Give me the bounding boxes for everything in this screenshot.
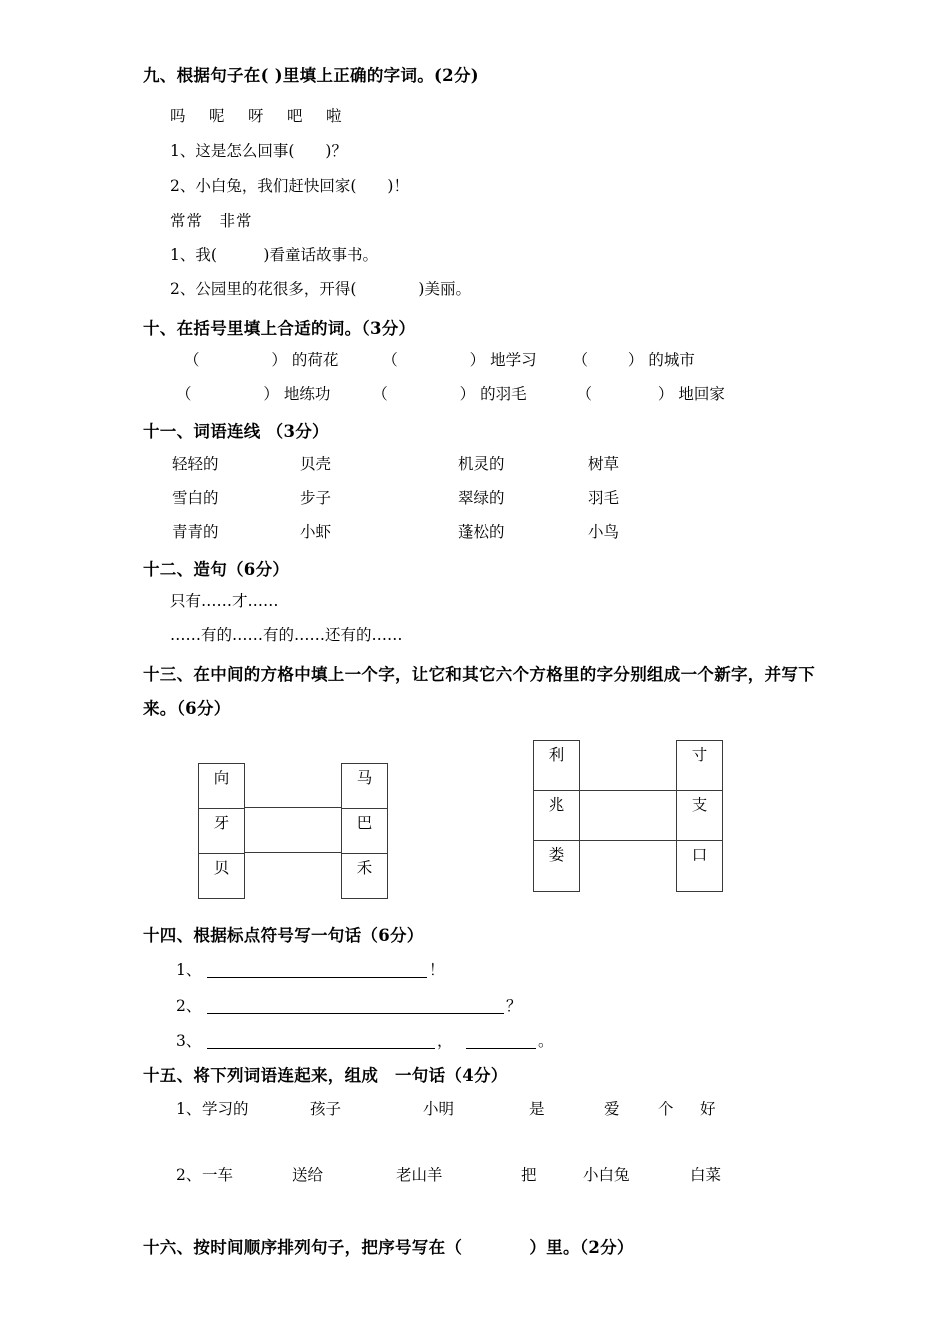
section-14-answer-blank-2[interactable] <box>207 1013 504 1014</box>
grid-char: 马 <box>356 769 373 787</box>
grid-char: 兆 <box>548 796 565 814</box>
match-item-left-1[interactable]: 轻轻的 <box>172 455 219 473</box>
bracket-open: （ <box>372 385 388 403</box>
match-item-left-4[interactable]: 机灵的 <box>458 455 505 473</box>
scramble-word[interactable]: 小白兔 <box>583 1166 630 1184</box>
section-9-question-4: 2、公园里的花很多，开得( )美丽。 <box>170 280 471 298</box>
grid-char: 娄 <box>548 846 565 864</box>
grid-cell[interactable] <box>534 841 579 893</box>
grid-cell[interactable] <box>342 854 387 900</box>
scramble-word[interactable]: 小明 <box>423 1100 455 1118</box>
bracket-tail: 的羽毛 <box>480 385 527 403</box>
bracket-tail: 的荷花 <box>291 351 339 369</box>
grid-connector-bottom <box>244 852 342 853</box>
grid-char: 禾 <box>356 859 373 877</box>
bracket-tail: 的城市 <box>648 351 695 369</box>
match-item-left-6[interactable]: 蓬松的 <box>458 523 505 541</box>
section-12-pattern-1: 只有……才…… <box>170 592 279 610</box>
grid-cell[interactable] <box>534 791 579 841</box>
grid-connector-bottom <box>579 840 677 841</box>
bracket-tail: 地练功 <box>283 385 331 403</box>
section-15-item-1-number: 1、 <box>176 1100 202 1118</box>
bracket-open: （ <box>382 351 398 369</box>
section-9-heading: 九、根据句子在( )里填上正确的字词。(2分) <box>143 66 479 85</box>
bracket-close: ） <box>657 385 674 403</box>
scramble-word[interactable]: 把 <box>521 1166 537 1184</box>
bracket-open: （ <box>576 385 592 403</box>
match-item-right-1[interactable]: 贝壳 <box>300 455 332 473</box>
bracket-close: ） <box>263 385 279 403</box>
grid-left-column <box>198 763 245 899</box>
section-9-question-2: 2、小白兔，我们赶快回家( )！ <box>170 177 409 195</box>
grid-char: 贝 <box>213 859 230 877</box>
bracket-open: （ <box>572 351 588 369</box>
grid-char: 口 <box>691 846 708 864</box>
match-item-right-2[interactable]: 步子 <box>300 489 332 507</box>
section-14-item-1-number: 1、 <box>176 961 202 979</box>
grid-char: 向 <box>213 769 230 787</box>
grid-left-column <box>533 740 580 892</box>
section-9-options-b: 常常 非常 <box>170 212 253 230</box>
grid-answer-cell[interactable] <box>580 790 676 840</box>
scramble-word[interactable]: 爱 <box>604 1100 620 1118</box>
section-14-item-3-punctuation: 。 <box>538 1032 554 1050</box>
grid-cell[interactable] <box>677 791 722 841</box>
bracket-open: （ <box>176 385 192 403</box>
bracket-close: ） <box>459 385 476 403</box>
scramble-word[interactable]: 孩子 <box>310 1100 342 1118</box>
section-14-item-1-punctuation: ！ <box>429 961 445 979</box>
section-14-item-2-punctuation: ？ <box>506 997 522 1015</box>
section-16-heading: 十六、按时间顺序排列句子，把序号写在（ ）里。（2分） <box>143 1238 634 1257</box>
grid-cell[interactable] <box>677 741 722 791</box>
bracket-close: ） <box>627 351 644 369</box>
section-14-answer-blank-1[interactable] <box>207 977 427 978</box>
section-9-options-a: 吗 呢 呀 吧 啦 <box>170 107 346 125</box>
match-item-left-2[interactable]: 雪白的 <box>172 489 219 507</box>
grid-char: 利 <box>548 746 565 764</box>
section-15-heading: 十五、将下列词语连起来，组成 一句话（4分） <box>143 1066 508 1085</box>
scramble-word[interactable]: 一车 <box>202 1166 234 1184</box>
section-14-item-2-number: 2、 <box>176 997 202 1015</box>
grid-char: 巴 <box>356 814 373 832</box>
section-10-heading: 十、在括号里填上合适的词。（3分） <box>143 319 416 338</box>
scramble-word[interactable]: 白菜 <box>690 1166 722 1184</box>
scramble-word[interactable]: 送给 <box>292 1166 324 1184</box>
character-grid-left <box>198 763 388 899</box>
grid-cell[interactable] <box>342 809 387 854</box>
match-item-right-6[interactable]: 小鸟 <box>588 523 620 541</box>
grid-cell[interactable] <box>199 764 244 809</box>
section-15-item-2-number: 2、 <box>176 1166 202 1184</box>
scramble-word[interactable]: 个 <box>658 1100 674 1118</box>
grid-cell[interactable] <box>534 741 579 791</box>
match-item-right-3[interactable]: 小虾 <box>300 523 332 541</box>
character-grid-right <box>533 740 723 892</box>
grid-cell[interactable] <box>342 764 387 809</box>
bracket-tail: 地回家 <box>678 385 725 403</box>
grid-answer-cell[interactable] <box>245 807 341 852</box>
bracket-open: （ <box>184 351 200 369</box>
grid-cell[interactable] <box>199 854 244 900</box>
grid-char: 牙 <box>213 814 230 832</box>
match-item-right-4[interactable]: 树草 <box>588 455 620 473</box>
section-13-heading: 十三、在中间的方格中填上一个字，让它和其它六个方格里的字分别组成一个新字，并写下来。（6分） <box>143 665 815 718</box>
section-9-question-1: 1、这是怎么回事( )？ <box>170 142 347 160</box>
match-item-left-3[interactable]: 青青的 <box>172 523 219 541</box>
section-12-heading: 十二、造句（6分） <box>143 560 290 579</box>
section-10-row-2 <box>176 382 725 404</box>
grid-right-column <box>676 740 723 892</box>
section-14-item-3-mid-punctuation: ， <box>437 1032 453 1050</box>
grid-char: 支 <box>691 796 708 814</box>
grid-char: 寸 <box>691 746 708 764</box>
bracket-tail: 地学习 <box>490 351 537 369</box>
section-12-pattern-2: ……有的……有的……还有的…… <box>170 626 403 644</box>
section-14-answer-blank-3b[interactable] <box>466 1048 536 1049</box>
section-14-heading: 十四、根据标点符号写一句话（6分） <box>143 926 424 945</box>
bracket-close: ） <box>271 351 287 369</box>
grid-cell[interactable] <box>677 841 722 893</box>
section-11-heading: 十一、词语连线 （3分） <box>143 422 329 441</box>
grid-cell[interactable] <box>199 809 244 854</box>
bracket-close: ） <box>469 351 486 369</box>
scramble-word[interactable]: 好 <box>700 1100 716 1118</box>
scramble-word[interactable]: 是 <box>529 1100 545 1118</box>
match-item-left-5[interactable]: 翠绿的 <box>458 489 505 507</box>
scramble-word[interactable]: 学习的 <box>202 1100 249 1118</box>
section-10-row-1 <box>184 348 695 370</box>
section-14-answer-blank-3a[interactable] <box>207 1048 435 1049</box>
section-9-question-3: 1、我( )看童话故事书。 <box>170 246 378 264</box>
match-item-right-5[interactable]: 羽毛 <box>588 489 620 507</box>
grid-right-column <box>341 763 388 899</box>
scramble-word[interactable]: 老山羊 <box>396 1166 443 1184</box>
section-14-item-3-number: 3、 <box>176 1032 202 1050</box>
